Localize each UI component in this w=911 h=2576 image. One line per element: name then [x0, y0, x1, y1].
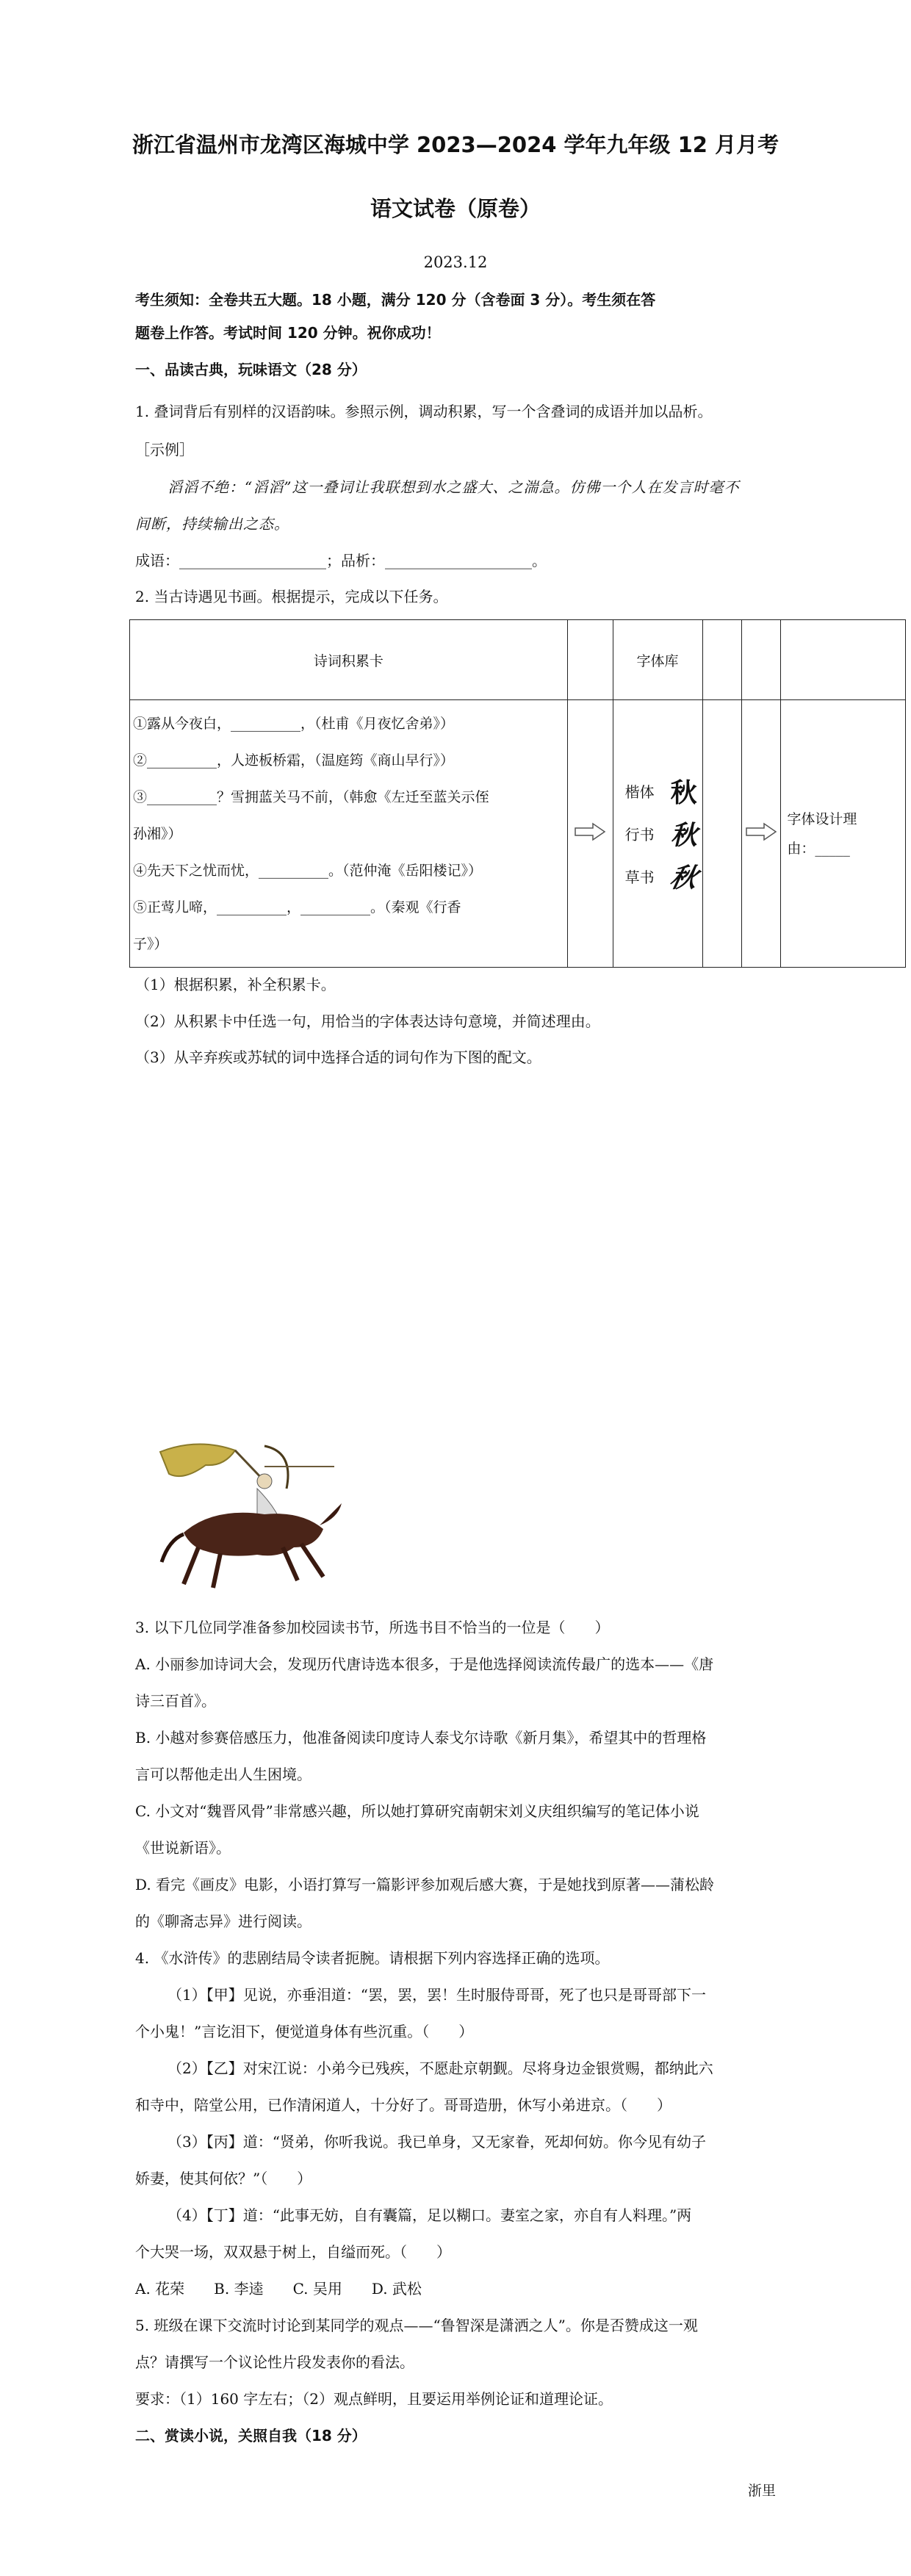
card-reason-cell — [781, 700, 906, 968]
poem-line: ①露从今夜白，__________，（杜甫《月夜忆舍弟》） — [133, 715, 455, 732]
font-label: 行书 — [624, 826, 655, 843]
q4-choices: A. 花荣 B. 李逵 C. 吴用 D. 武松 — [135, 2280, 422, 2298]
q3-option: 言可以帮他走出人生困境。 — [135, 1766, 312, 1783]
poem-card-table — [129, 619, 906, 968]
q4-item: 和寺中，陪堂公用，已作清闲道人，十分好了。哥哥造册，休写小弟进京。（ ） — [135, 2096, 671, 2114]
page-footer: 浙里 — [747, 2483, 776, 2499]
example-line-2: 间断，持续输出之态。 — [135, 515, 289, 533]
font-label: 楷体 — [624, 783, 655, 801]
poem-line: 子》） — [133, 935, 168, 952]
poem-line: ③__________？雪拥蓝关马不前，（韩愈《左迁至蓝关示侄 — [133, 788, 489, 805]
card-poem-lines — [130, 700, 568, 968]
card-font-samples — [613, 700, 702, 968]
card-header-poems: 诗词积累卡 — [130, 620, 568, 700]
card-arrow-cell — [742, 700, 781, 968]
q3-option: 诗三百首》。 — [135, 1692, 216, 1710]
notice-line-1: 考生须知：全卷共五大题。18 小题，满分 120 分（含卷面 3 分）。考生须在答 — [135, 291, 656, 309]
reason-line-1: 字体设计理 — [787, 810, 857, 827]
q1-text: 1. 叠词背后有别样的汉语韵味。参照示例，调动积累，写一个含叠词的成语并加以品析。 — [135, 403, 713, 420]
font-sample-glyph: 秋 — [666, 863, 700, 893]
q2-task-1: （1）根据积累，补全积累卡。 — [135, 976, 336, 993]
poem-line: ②__________，人迹板桥霜，（温庭筠《商山早行》） — [133, 752, 455, 769]
q4-item: （2）【乙】对宋江说：小弟今已残疾，不愿赴京朝觐。尽将身边金银赏赐，都纳此六 — [168, 2059, 713, 2077]
exam-title-line2: 语文试卷（原卷） — [370, 196, 541, 221]
right-arrow-icon — [745, 822, 777, 841]
q3-option: C. 小文对“魏晋风骨”非常感兴趣，所以她打算研究南朝宋刘义庆组织编写的笔记体小说 — [135, 1802, 699, 1820]
q2-task-3: （3）从辛弃疾或苏轼的词中选择合适的词句作为下图的配文。 — [135, 1048, 541, 1066]
q2-task-2: （2）从积累卡中任选一句，用恰当的字体表达诗句意境，并简述理由。 — [135, 1012, 600, 1030]
q3-text: 3. 以下几位同学准备参加校园读书节，所选书目不恰当的一位是（ ） — [135, 1619, 610, 1636]
poem-line: ⑤正莺儿啼，__________，__________。（秦观《行香 — [133, 899, 461, 915]
q3-option: 《世说新语》。 — [135, 1839, 231, 1857]
example-label: ［示例］ — [135, 441, 194, 458]
exam-title-line1: 浙江省温州市龙湾区海城中学 2023—2024 学年九年级 12 月月考 — [132, 132, 779, 157]
q3-option: A. 小丽参加诗词大会，发现历代唐诗选本很多，于是他选择阅读流传最广的选本——《唐 — [135, 1655, 714, 1673]
example-line-1: 滔滔不绝：“滔滔”这一叠词让我联想到水之盛大、之湍急。仿佛一个人在发言时毫不 — [168, 478, 740, 496]
section1-heading: 一、品读古典，玩味语文（28 分） — [135, 361, 367, 378]
q4-item: 个小鬼！”言讫泪下，便觉道身体有些沉重。（ ） — [135, 2023, 474, 2040]
q5-requirements: 要求：（1）160 字左右；（2）观点鲜明，且要运用举例论证和道理论证。 — [135, 2390, 613, 2408]
q4-item: 个大哭一场，双双悬于树上，自缢而死。（ ） — [135, 2243, 451, 2261]
q4-item: （1）【甲】见说，亦垂泪道：“罢，罢，罢！生时服侍哥哥，死了也只是哥哥部下一 — [168, 1986, 706, 2004]
q5-line-1: 5. 班级在课下交流时讨论到某同学的观点——“鲁智深是潇洒之人”。你是否赞成这一观 — [135, 2317, 698, 2334]
font-sample-glyph: 秋 — [670, 777, 697, 808]
reason-line-2: 由：_____ — [787, 840, 850, 857]
poem-line: ④先天下之忧而忧，__________。（范仲淹《岳阳楼记》） — [133, 862, 483, 879]
notice-line-2: 题卷上作答。考试时间 120 分钟。祝你成功！ — [135, 324, 441, 342]
q5-line-2: 点？请撰写一个议论性片段发表你的看法。 — [135, 2353, 414, 2371]
q1-answer-line: 成语：____________________；品析：____________________。 — [135, 552, 547, 569]
q4-item: （3）【丙】道：“贤弟，你听我说。我已单身，又无家眷，死却何妨。你今见有幼子 — [168, 2133, 706, 2151]
q3-option: 的《聊斋志异》进行阅读。 — [135, 1913, 312, 1930]
poem-line: 孙湘》） — [133, 825, 182, 842]
horseman-archer-illustration — [154, 1437, 375, 1599]
font-sample-glyph: 秋 — [670, 820, 697, 851]
q3-option: D. 看完《画皮》电影，小语打算写一篇影评参加观后感大赛，于是她找到原著——蒲松龄 — [135, 1876, 715, 1893]
right-arrow-icon — [574, 822, 606, 841]
q4-item: 娇妻，使其何依？”（ ） — [135, 2170, 312, 2187]
q4-text: 4. 《水浒传》的悲剧结局令读者扼腕。请根据下列内容选择正确的选项。 — [135, 1949, 610, 1967]
card-arrow-cell — [567, 700, 613, 968]
q2-text: 2. 当古诗遇见书画。根据提示，完成以下任务。 — [135, 588, 448, 605]
section2-heading: 二、赏读小说，关照自我（18 分） — [135, 2427, 367, 2444]
card-header-fonts: 字体库 — [613, 620, 702, 700]
font-label: 草书 — [624, 868, 655, 886]
exam-date: 2023.12 — [423, 253, 488, 271]
q3-option: B. 小越对参赛倍感压力，他准备阅读印度诗人泰戈尔诗歌《新月集》，希望其中的哲理格 — [135, 1729, 707, 1746]
q4-item: （4）【丁】道：“此事无妨，自有囊篇，足以糊口。妻室之家，亦自有人料理。”两 — [168, 2206, 692, 2224]
